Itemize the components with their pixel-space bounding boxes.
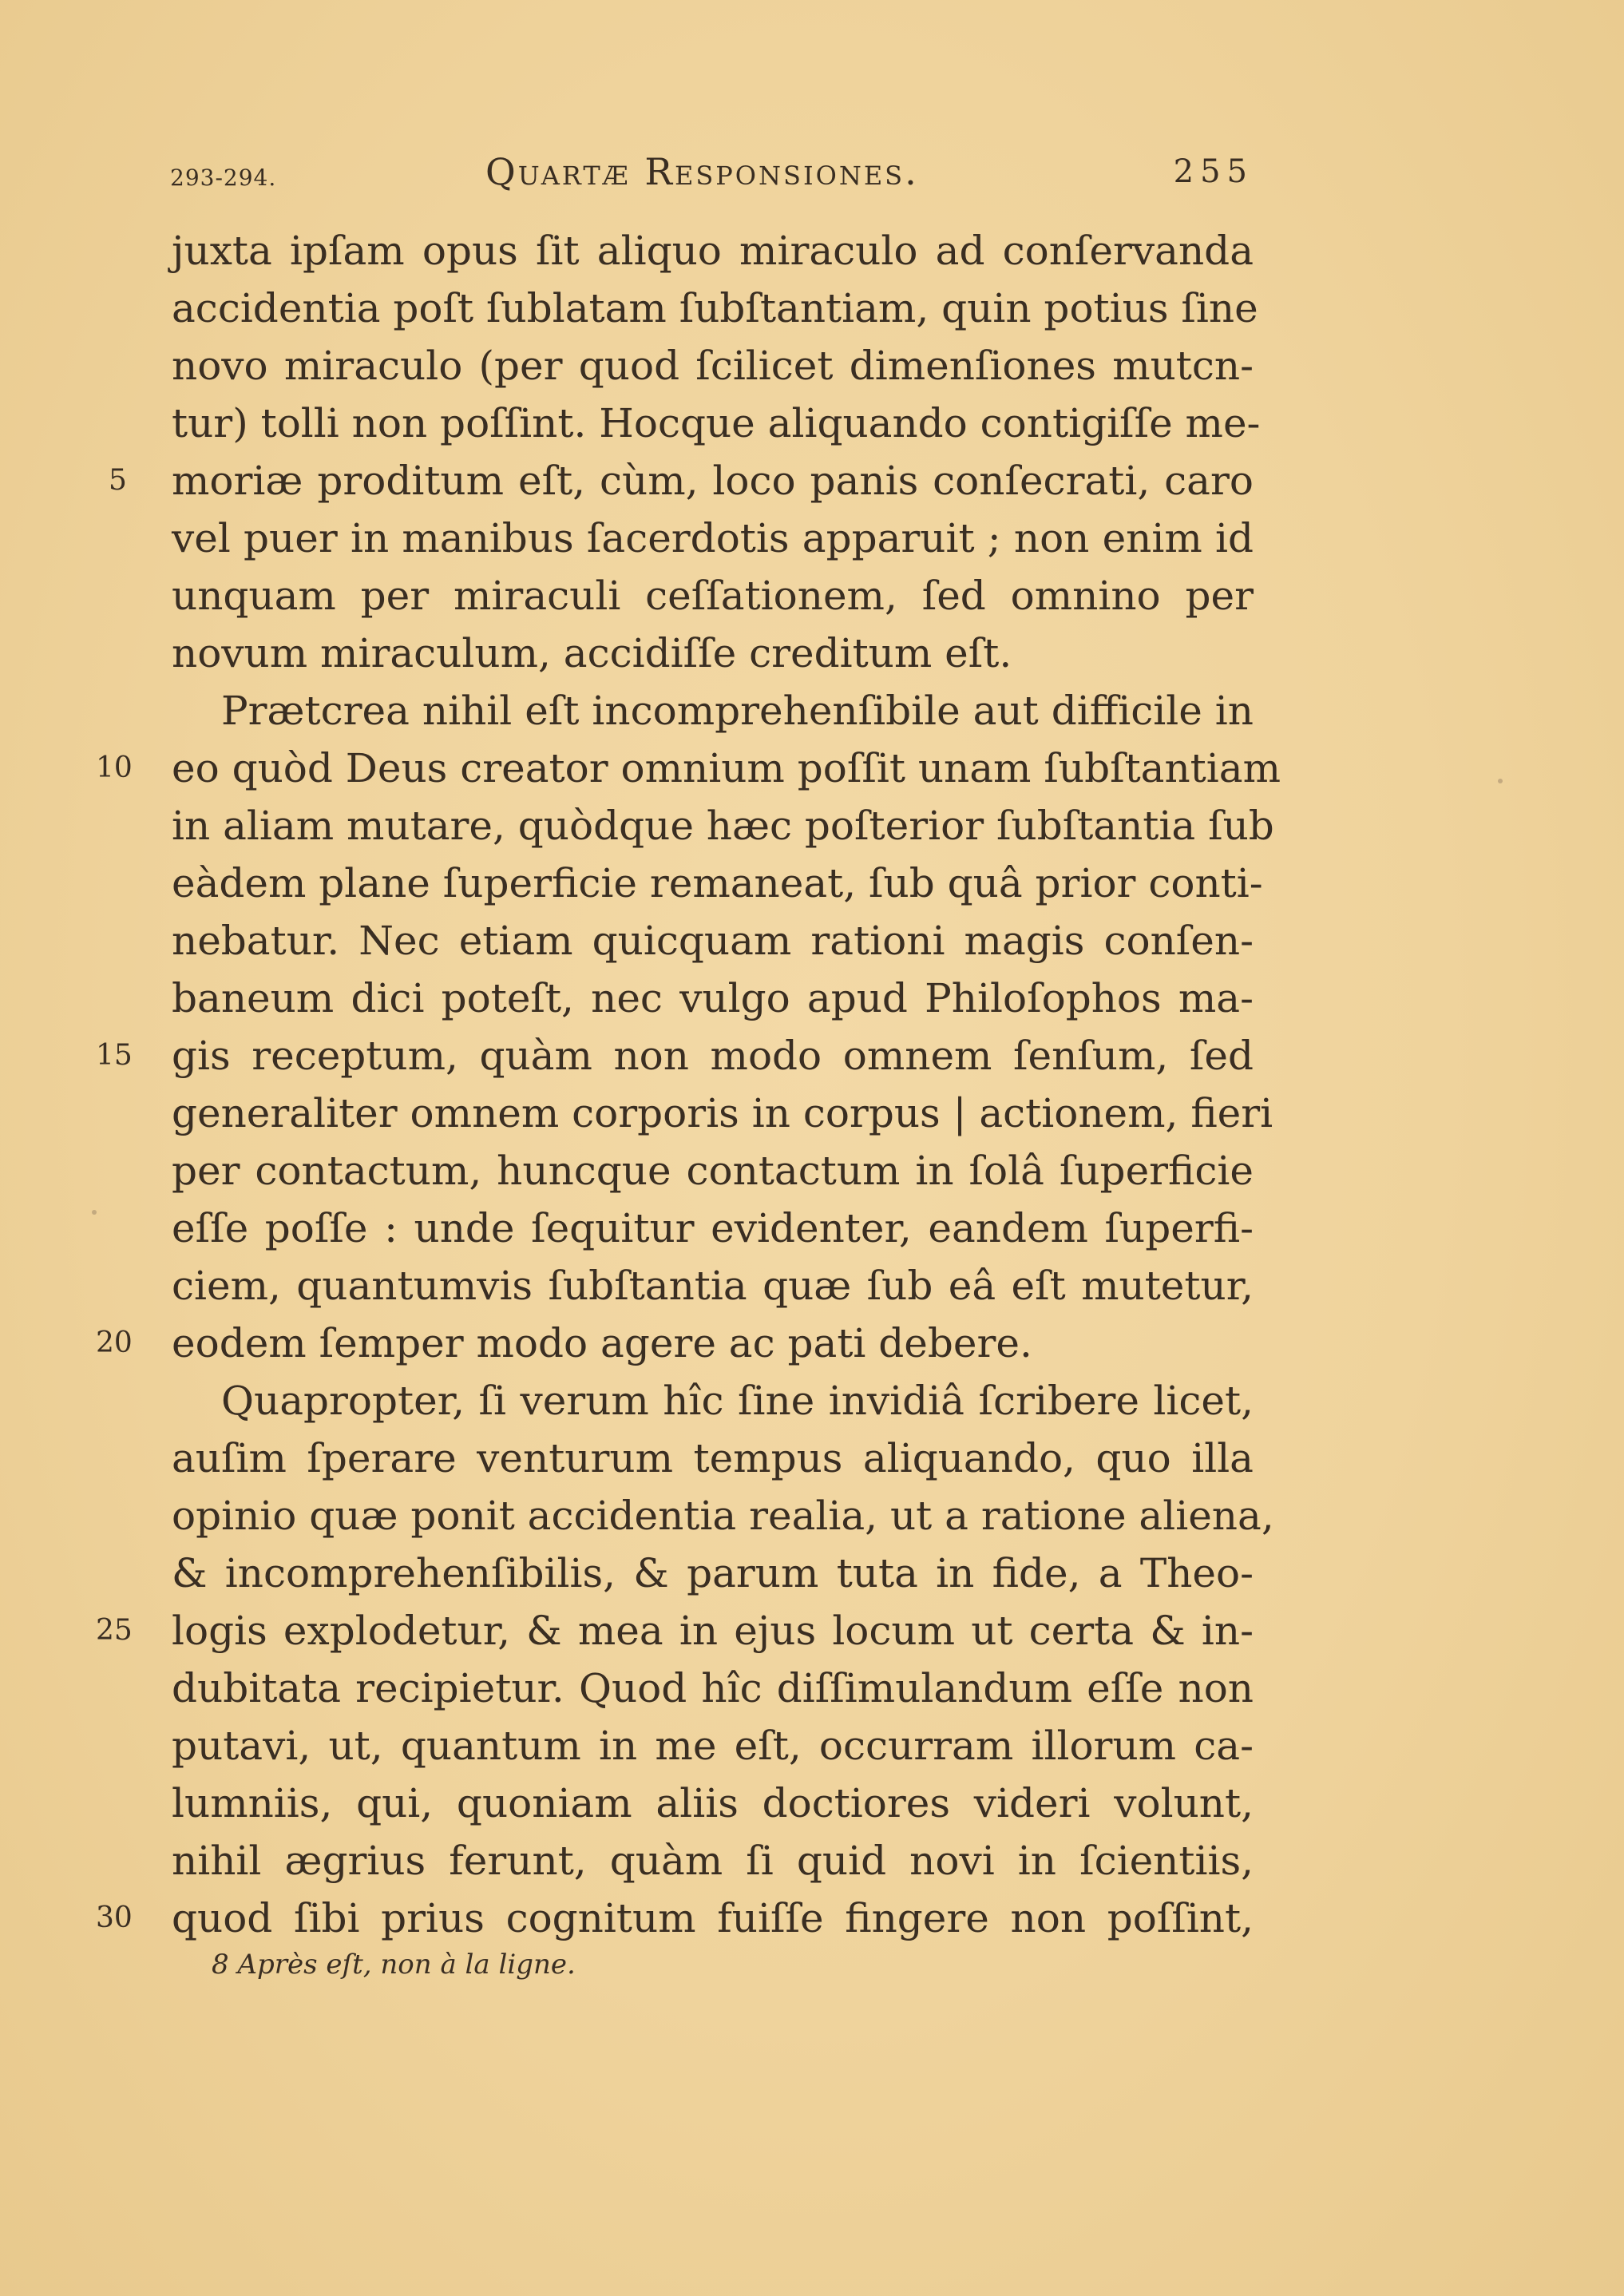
line-number: 25 (96, 1614, 133, 1647)
paper-speck (1498, 779, 1503, 783)
text-line: eo quòd Deus creator omnium poſſit unam ſubſtantiam (172, 745, 1281, 791)
text-line: nihil ægrius ferunt, quàm ſi quid novi in ſcientiis, (172, 1838, 1254, 1884)
text-line: quod ſibi prius cognitum fuiſſe fingere non poſſint, (172, 1895, 1254, 1941)
text-line: Prætcrea nihil eſt incomprehenſibile aut difficile in (221, 688, 1254, 734)
line-number: 20 (96, 1326, 133, 1359)
text-line: eàdem plane ſuperficie remaneat, ſub quâ prior conti- (172, 860, 1263, 906)
text-line: accidentia poſt ſublatam ſubſtantiam, quin potius ſine (172, 285, 1258, 331)
text-line: per contactum, huncque contactum in ſolâ ſuperficie (172, 1148, 1254, 1194)
text-line: vel puer in manibus ſacerdotis apparuit ; non enim id (172, 515, 1254, 561)
text-line: baneum dici poteſt, nec vulgo apud Philoſophos ma- (172, 975, 1254, 1021)
text-line: eſſe poſſe : unde ſequitur evidenter, eandem ſuperfi- (172, 1205, 1254, 1251)
page-range: 293-294. (170, 165, 277, 191)
text-line: logis explodetur, & mea in ejus locum ut certa & in- (172, 1608, 1254, 1654)
text-line: Quapropter, ſi verum hîc ſine invidiâ ſcribere licet, (221, 1378, 1254, 1424)
text-line: tur) tolli non poſſint. Hocque aliquando contigiſſe me- (172, 400, 1261, 446)
text-line: eodem ſemper modo agere ac pati debere. (172, 1320, 1032, 1366)
page-number: 255 (1173, 153, 1254, 190)
text-line: generaliter omnem corporis in corpus | actionem, fieri (172, 1090, 1273, 1136)
line-number: 15 (96, 1039, 133, 1072)
line-number: 30 (96, 1901, 133, 1934)
running-header (170, 150, 1254, 198)
text-line: unquam per miraculi ceſſationem, ſed omnino per (172, 573, 1254, 619)
text-line: ciem, quantumvis ſubſtantia quæ ſub eâ eſt mutetur, (172, 1263, 1254, 1309)
text-line: dubitata recipietur. Quod hîc diſſimulandum eſſe non (172, 1665, 1254, 1711)
text-line: novum miraculum, accidiſſe creditum eſt. (172, 630, 1012, 676)
text-line: in aliam mutare, quòdque hæc poſterior ſubſtantia ſub (172, 803, 1274, 849)
running-title: Quartæ Responsiones. (485, 150, 919, 193)
line-number: 5 (109, 464, 127, 497)
text-line: nebatur. Nec etiam quicquam rationi magis conſen- (172, 918, 1254, 964)
text-line: moriæ proditum eſt, cùm, loco panis conſecrati, caro (172, 458, 1254, 504)
text-line: opinio quæ ponit accidentia realia, ut a ratione aliena, (172, 1493, 1274, 1539)
text-line: lumniis, qui, quoniam aliis doctiores videri volunt, (172, 1780, 1254, 1826)
text-line: gis receptum, quàm non modo omnem ſenſum, ſed (172, 1033, 1254, 1079)
text-line: putavi, ut, quantum in me eſt, occurram illorum ca- (172, 1723, 1254, 1769)
footnote: 8 Après eſt, non à la ligne. (212, 1949, 576, 1981)
text-line: auſim ſperare venturum tempus aliquando, quo illa (172, 1435, 1254, 1481)
text-line: juxta ipſam opus ſit aliquo miraculo ad conſervanda (172, 228, 1254, 274)
text-line: novo miraculo (per quod ſcilicet dimenſiones mutcn- (172, 343, 1254, 389)
paper-speck (92, 1210, 97, 1215)
line-number: 10 (96, 751, 133, 784)
text-line: & incomprehenſibilis, & parum tuta in fide, a Theo- (172, 1550, 1254, 1596)
